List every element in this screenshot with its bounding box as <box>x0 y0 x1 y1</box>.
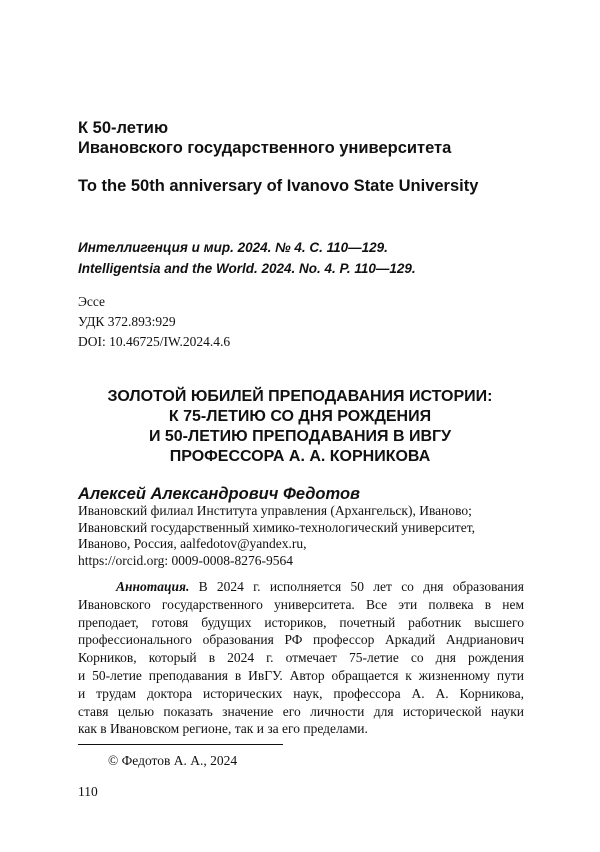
title-line: ЗОЛОТОЙ ЮБИЛЕЙ ПРЕПОДАВАНИЯ ИСТОРИИ: <box>107 388 493 405</box>
abstract-line: профессионального образования РФ профессор Аркадий Андрианович <box>78 632 524 648</box>
author-name: Алексей Александрович Федотов <box>78 485 360 503</box>
abstract-line: и 50-летие преподавания в ИвГУ. Автор обращается к жизненному пути <box>78 667 524 683</box>
citation-en: Intelligentsia and the World. 2024. No. 4. P. 110—129. <box>78 261 416 276</box>
title-line: ПРОФЕССОРА А. А. КОРНИКОВА <box>169 448 431 465</box>
affiliation-line: Ивановский государственный химико-технологический университет, <box>78 519 475 535</box>
author-affiliation <box>78 503 538 569</box>
title-line: И 50-ЛЕТИЮ ПРЕПОДАВАНИЯ В ИВГУ <box>148 428 452 445</box>
orcid-link[interactable]: https://orcid.org: 0009-0008-8276-9564 <box>78 552 293 568</box>
title-line: К 75-ЛЕТИЮ СО ДНЯ РОЖДЕНИЯ <box>168 408 432 425</box>
anniversary-line-1: К 50-летию <box>78 119 169 137</box>
abstract <box>78 578 524 738</box>
copyright-notice: © Федотов А. А., 2024 <box>108 753 238 768</box>
page-number: 110 <box>78 784 98 799</box>
footnote-divider <box>78 744 283 745</box>
abstract-line: Корников, который в 2024 г. отмечает 75-летие со дня рождения <box>78 650 524 666</box>
udc-code: УДК 372.893:929 <box>78 314 176 329</box>
abstract-line: и трудам доктора исторических наук, профессора А. А. Корникова, <box>78 685 524 701</box>
citation-ru: Интеллигенция и мир. 2024. № 4. С. 110—129. <box>78 240 388 255</box>
abstract-line: Ивановского государственного университета. Все эти полвека в нем <box>78 596 524 612</box>
abstract-text: В 2024 г. исполняется 50 лет со дня образования <box>189 579 524 594</box>
abstract-line <box>78 578 524 596</box>
affiliation-line: Иваново, Россия, aalfedotov@yandex.ru, <box>78 536 307 551</box>
anniversary-heading-en: To the 50th anniversary of Ivanovo State University <box>78 177 479 195</box>
anniversary-line-2: Ивановского государственного университета <box>78 139 452 157</box>
abstract-label: Аннотация. <box>116 579 190 594</box>
abstract-line: как в Ивановском регионе, так и за его пределами. <box>78 721 368 737</box>
doi[interactable]: DOI: 10.46725/IW.2024.4.6 <box>78 334 231 349</box>
article-title <box>60 387 540 467</box>
abstract-line: ставя целью показать значение его личности для исторической науки <box>78 703 524 719</box>
affiliation-line: Ивановский филиал Института управления (Архангельск), Иваново; <box>78 503 472 518</box>
anniversary-heading-ru <box>78 118 538 158</box>
abstract-line: преподает, готовя будущих историков, почетный работник высшего <box>78 614 524 630</box>
article-meta <box>78 292 378 352</box>
citation-block <box>78 237 538 279</box>
article-genre: Эссе <box>78 294 106 309</box>
